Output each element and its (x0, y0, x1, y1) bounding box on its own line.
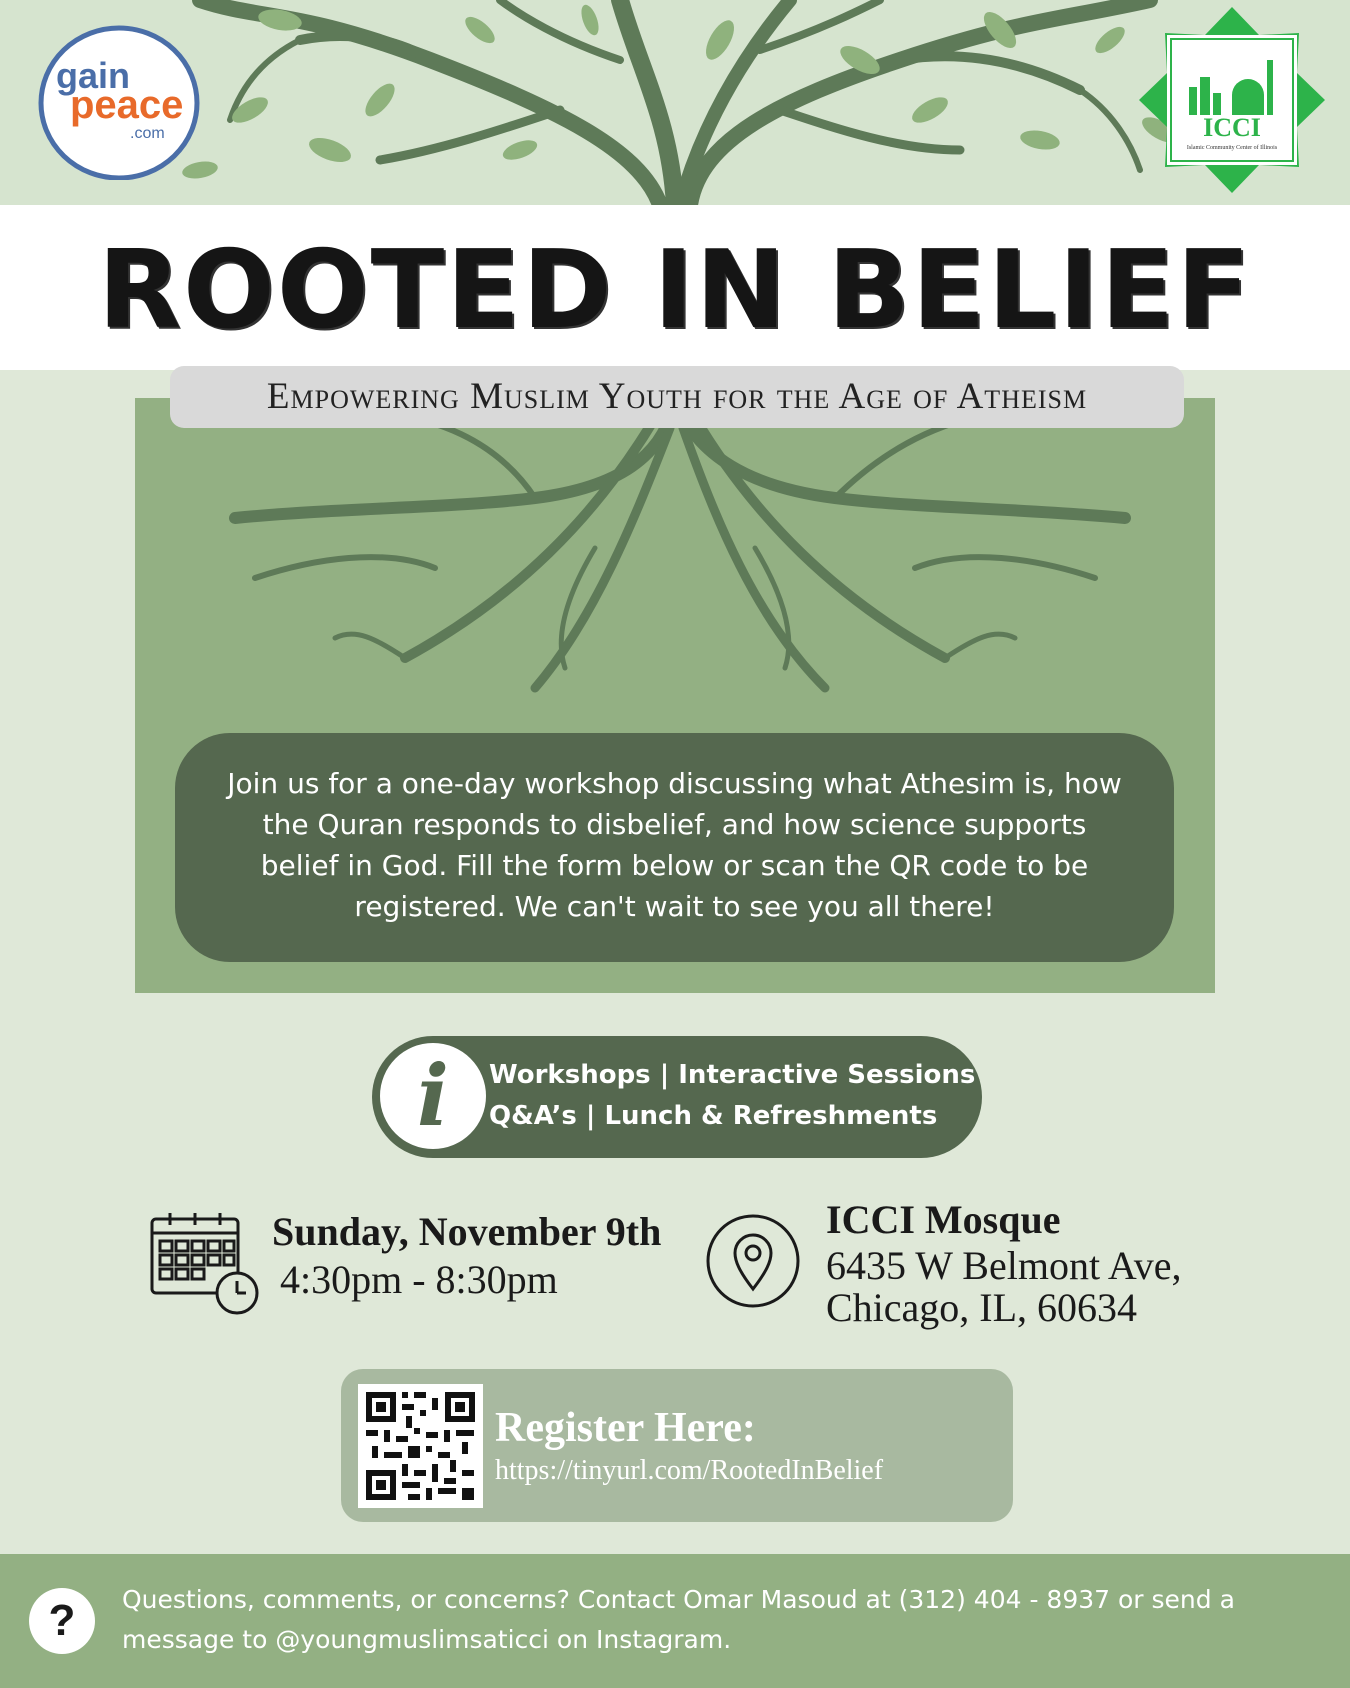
location-pin-svg (705, 1213, 801, 1309)
register-link[interactable]: https://tinyurl.com/RootedInBelief (495, 1455, 884, 1486)
subtitle: Empowering Muslim Youth for the Age of Atheism (170, 366, 1184, 428)
icci-logo-svg (1137, 5, 1327, 195)
qr-code-svg (358, 1384, 483, 1508)
icci-logo[interactable] (1137, 5, 1327, 195)
highlights-line-1: Workshops | Interactive Sessions (489, 1060, 976, 1090)
register-label: Register Here: (495, 1405, 756, 1451)
venue-address-line1: 6435 W Belmont Ave, (826, 1243, 1182, 1288)
gainpeace-word-gain: gain (56, 55, 131, 96)
calendar-clock-icon (150, 1211, 262, 1315)
icci-logo-abbr: ICCI (1203, 113, 1261, 142)
page-title: ROOTED IN BELIEF (97, 228, 1253, 353)
intro-text: Join us for a one-day workshop discussing what Athesim is, how the Quran responds to disbelief, and how science supports belief in God. Fill the form below or scan the QR code to be registered. We can't wait to see you all there! (227, 767, 1122, 923)
icci-logo-fullname: Islamic Community Center of Illinois (1186, 145, 1278, 151)
question-icon: ? (29, 1588, 95, 1654)
footer-contact-text: Questions, comments, or concerns? Contact Omar Masoud at (312) 404 - 8937 or send a message to @youngmuslimsaticci on Instagram. (122, 1585, 1235, 1654)
gainpeace-suffix: .com (130, 125, 165, 142)
gainpeace-word-peace: peace (70, 83, 184, 127)
venue-address-line2: Chicago, IL, 60634 (826, 1285, 1138, 1330)
venue-name: ICCI Mosque (826, 1197, 1061, 1242)
gainpeace-logo[interactable] (38, 25, 200, 180)
info-icon: i (417, 1046, 449, 1145)
qr-code[interactable] (358, 1384, 483, 1508)
location-pin-icon (705, 1213, 801, 1309)
highlights-line-2: Q&A’s | Lunch & Refreshments (489, 1101, 938, 1131)
event-time: 4:30pm - 8:30pm (280, 1257, 558, 1302)
event-date: Sunday, November 9th (272, 1209, 662, 1254)
calendar-clock-svg (150, 1211, 262, 1315)
